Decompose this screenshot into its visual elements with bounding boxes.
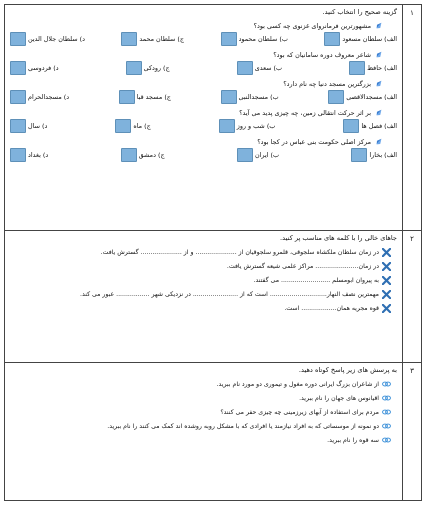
option-label: د) بغداد — [28, 151, 49, 159]
cross-bullet-icon — [382, 304, 391, 313]
fill-blank-item — [10, 305, 397, 312]
question-label: مرکز اصلی حکومت بنی عباس در کجا بود؟ — [257, 138, 371, 146]
question-label: بزرگترین مسجد دنیا چه نام دارد؟ — [283, 80, 371, 88]
arrow-bullet-icon — [375, 51, 383, 59]
option[interactable] — [119, 90, 171, 104]
section-number: ۳ — [403, 363, 422, 501]
options-row — [10, 90, 397, 104]
options-row — [10, 148, 397, 162]
option-label: ج) دمشق — [138, 151, 165, 159]
short-answer-item — [10, 423, 397, 430]
section-instruction: به پرسش های زیر پاسخ کوتاه دهید. — [298, 366, 397, 374]
option[interactable] — [121, 148, 165, 162]
question-text — [10, 51, 397, 59]
answer-checkbox[interactable] — [121, 32, 137, 46]
options-row — [10, 119, 397, 133]
fill-blank-text: مهمترین نصف النهار............................. است که از ....................... در نزدیکی شهر ................. عبور می کند. — [79, 291, 379, 298]
fill-blank-item — [10, 277, 397, 284]
answer-checkbox[interactable] — [237, 148, 253, 162]
option-label: ب) ایران — [254, 151, 280, 159]
cross-bullet-icon — [382, 290, 391, 299]
link-bullet-icon — [382, 409, 391, 415]
option[interactable] — [219, 119, 276, 133]
answer-checkbox[interactable] — [115, 119, 131, 133]
fill-blank-item — [10, 249, 397, 256]
short-answer-item — [10, 409, 397, 416]
question-text — [10, 80, 397, 88]
fill-blank-item — [10, 263, 397, 270]
answer-checkbox[interactable] — [10, 148, 26, 162]
short-answer-text: دو نمونه از موسساتی که به افراد نیازمند یا افرادی که با مشکل روبه روشده اند کمک می کنند را نام ببرید. — [107, 423, 379, 430]
cross-bullet-icon — [382, 276, 391, 285]
options-row — [10, 32, 397, 46]
question-text — [10, 109, 397, 117]
option[interactable] — [10, 148, 48, 162]
answer-checkbox[interactable] — [328, 90, 344, 104]
arrow-bullet-icon — [375, 138, 383, 146]
section-body — [5, 231, 403, 363]
option[interactable] — [343, 119, 397, 133]
fill-blank-text: به پیروان ابومسلم ......................... می گفتند. — [253, 277, 379, 284]
short-answer-text: از شاعران بزرگ ایرانی دوره مغول و تیموری دو مورد نام ببرید. — [216, 381, 379, 388]
section-instruction: جاهای خالی را با کلمه های مناسب پر کنید. — [280, 234, 397, 242]
option[interactable] — [349, 61, 397, 75]
option-label: د) فردوسی — [28, 64, 59, 72]
answer-checkbox[interactable] — [121, 148, 137, 162]
option-label: ج) ماه — [133, 122, 151, 130]
option-label: ج) مسجد قبا — [136, 93, 171, 101]
answer-checkbox[interactable] — [237, 61, 253, 75]
option-label: ج) سلطان محمد — [139, 35, 185, 43]
answer-checkbox[interactable] — [221, 90, 237, 104]
section-number: ۲ — [403, 231, 422, 363]
short-answer-text: سه قوه را نام ببرید. — [327, 437, 379, 444]
answer-checkbox[interactable] — [10, 32, 26, 46]
option[interactable] — [351, 148, 397, 162]
option-label: الف) مسجدالاقصی — [346, 93, 397, 101]
option-label: الف) سلطان مسعود — [342, 35, 397, 43]
option-label: الف) حافظ — [367, 64, 397, 72]
arrow-bullet-icon — [375, 109, 383, 117]
cross-bullet-icon — [382, 248, 391, 257]
link-bullet-icon — [382, 423, 391, 429]
answer-checkbox[interactable] — [10, 90, 26, 104]
worksheet-table — [4, 4, 422, 501]
short-answer-item — [10, 381, 397, 388]
option[interactable] — [328, 90, 397, 104]
option[interactable] — [10, 119, 47, 133]
question-text — [10, 138, 397, 146]
arrow-bullet-icon — [375, 80, 383, 88]
short-answer-text: اقیانوس های جهان را نام ببرید. — [299, 395, 379, 402]
section-fill-blanks — [5, 231, 422, 363]
question-label: مشهورترین فرمانروای غزنوی چه کسی بود؟ — [253, 22, 371, 30]
option[interactable] — [324, 32, 397, 46]
fill-blank-text: در زمان...................... مراکز علمی شیعه گسترش یافت. — [226, 263, 379, 270]
section-number: ۱ — [403, 5, 422, 231]
option[interactable] — [121, 32, 184, 46]
answer-checkbox[interactable] — [349, 61, 365, 75]
option[interactable] — [221, 90, 279, 104]
option-label: د) مسجدالحرام — [28, 93, 70, 101]
option[interactable] — [10, 90, 69, 104]
option-label: ب) مسجدالنبی — [238, 93, 279, 101]
question-label: بر اثر حرکت انتقالی زمین، چه چیزی پدید می آید؟ — [239, 109, 371, 117]
answer-checkbox[interactable] — [343, 119, 359, 133]
option-label: د) سلطان جلال الدین — [28, 35, 85, 43]
fill-blank-text: در زمان سلطان ملکشاه سلجوقی، قلمرو سلجوقیان از ..................... و از ..................... گسترش یافت. — [100, 249, 379, 256]
short-answer-item — [10, 395, 397, 402]
section-instruction: گزینه صحیح را انتخاب کنید. — [322, 8, 397, 16]
answer-checkbox[interactable] — [324, 32, 340, 46]
option[interactable] — [10, 61, 59, 75]
answer-checkbox[interactable] — [10, 119, 26, 133]
question-text — [10, 22, 397, 30]
answer-checkbox[interactable] — [351, 148, 367, 162]
option-label: ج) رودکی — [143, 64, 170, 72]
answer-checkbox[interactable] — [219, 119, 235, 133]
option-label: الف) فصل ها — [361, 122, 397, 130]
option[interactable] — [221, 32, 288, 46]
answer-checkbox[interactable] — [221, 32, 237, 46]
fill-blank-text: قوه مجریه همان.................. است. — [284, 305, 379, 312]
option-label: ب) سلطان محمود — [238, 35, 288, 43]
section-short-answer — [5, 363, 422, 501]
cross-bullet-icon — [382, 262, 391, 271]
fill-blank-item — [10, 291, 397, 298]
link-bullet-icon — [382, 381, 391, 387]
section-body — [5, 363, 403, 501]
short-answer-item — [10, 437, 397, 444]
answer-checkbox[interactable] — [119, 90, 135, 104]
section-body — [5, 5, 403, 231]
answer-checkbox[interactable] — [10, 61, 26, 75]
short-answer-text: مردم برای استفاده از آبهای زیرزمینی چه چیزی حفر می کنند؟ — [220, 409, 379, 416]
link-bullet-icon — [382, 437, 391, 443]
option[interactable] — [115, 119, 150, 133]
option[interactable] — [237, 148, 279, 162]
option[interactable] — [10, 32, 85, 46]
question-label: شاعر معروف دوره سامانیان که بود؟ — [273, 51, 371, 59]
arrow-bullet-icon — [375, 22, 383, 30]
option-label: د) سال — [28, 122, 48, 130]
link-bullet-icon — [382, 395, 391, 401]
option-label: الف) بخارا — [369, 151, 397, 159]
option[interactable] — [237, 61, 282, 75]
option-label: ب) شب و روز — [236, 122, 276, 130]
options-row — [10, 61, 397, 75]
answer-checkbox[interactable] — [126, 61, 142, 75]
option[interactable] — [126, 61, 170, 75]
section-multiple-choice — [5, 5, 422, 231]
option-label: ب) سعدی — [254, 64, 283, 72]
